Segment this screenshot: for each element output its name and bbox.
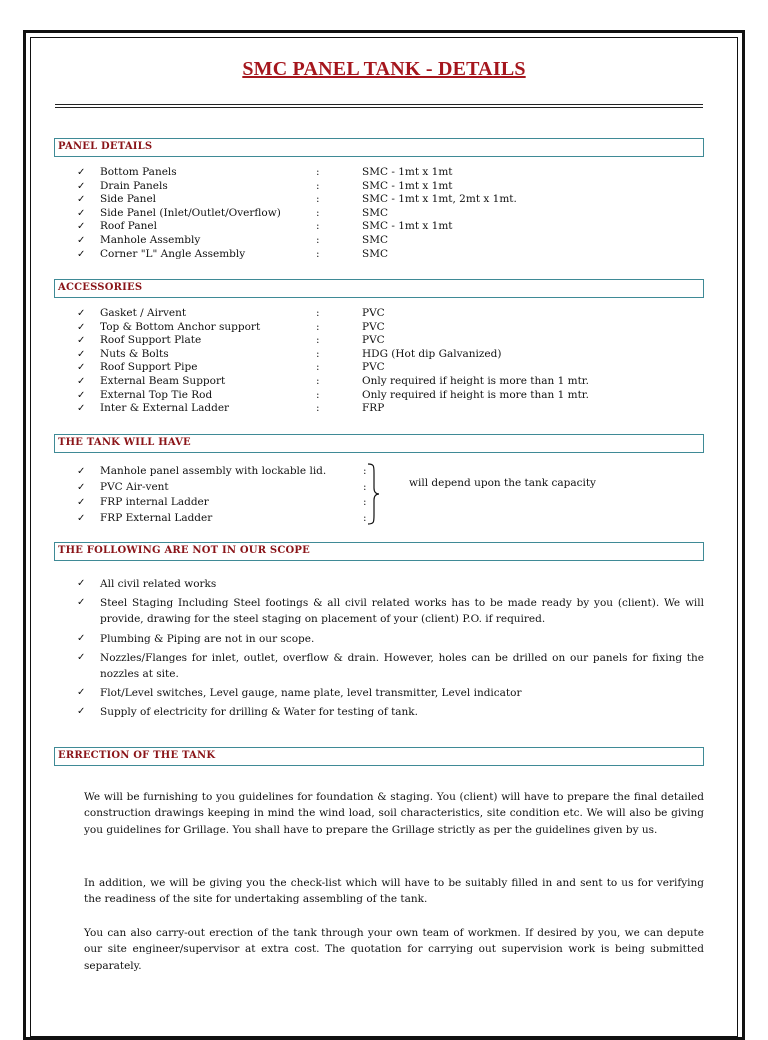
check-mark-icon: ✓ <box>77 194 86 206</box>
list-item <box>77 595 704 627</box>
check-mark-icon: ✓ <box>77 466 86 477</box>
check-mark-icon: ✓ <box>77 481 86 493</box>
check-mark-icon: ✓ <box>77 248 86 260</box>
item-label: External Beam Support <box>100 374 226 387</box>
title-rule-bottom <box>55 107 703 108</box>
item-separator: : <box>316 179 320 192</box>
list-item <box>77 685 704 701</box>
erection-paragraph-3: You can also carry-out erection of the tank through your own team of workmen. If desired by you, we can depute our site engineer/supervisor at extra cost. The quotation for carrying out supervision work is being submitted separately. <box>84 927 704 972</box>
item-label: Nuts & Bolts <box>100 347 169 360</box>
item-label: Manhole panel assembly with lockable lid. <box>100 465 327 477</box>
check-mark-icon: ✓ <box>77 497 86 508</box>
item-value: PVC <box>362 307 385 319</box>
item-value: SMC - 1mt x 1mt, 2mt x 1mt. <box>362 193 517 206</box>
item-value: SMC <box>362 233 388 246</box>
check-mark-icon: ✓ <box>77 308 86 319</box>
item-separator: : <box>316 220 320 233</box>
curly-brace-icon <box>366 463 380 525</box>
list-item <box>77 650 704 682</box>
item-label: Roof Support Plate <box>100 334 202 347</box>
item-label: Side Panel <box>100 193 157 206</box>
item-text: Flot/Level switches, Level gauge, name plate, level transmitter, Level indicator <box>100 687 522 700</box>
item-separator: : <box>316 361 320 374</box>
section-header-accessories <box>54 279 704 298</box>
item-label: Roof Panel <box>100 220 157 233</box>
check-mark-icon: ✓ <box>77 234 86 246</box>
list-item <box>77 576 704 592</box>
item-label: PVC Air-vent <box>100 480 169 493</box>
not-in-scope-list <box>77 576 704 724</box>
check-mark-icon: ✓ <box>77 389 86 401</box>
item-label: Corner "L" Angle Assembly <box>100 247 246 260</box>
item-value: SMC - 1mt x 1mt <box>362 179 453 192</box>
item-separator: : <box>316 193 320 206</box>
item-separator: : <box>316 347 320 360</box>
item-text: All civil related works <box>100 578 217 590</box>
section-title: ACCESSORIES <box>58 282 143 293</box>
section-header-tank-will-have <box>54 434 704 453</box>
check-mark-icon: ✓ <box>77 651 86 663</box>
erection-paragraph-2: In addition, we will be giving you the check-list which will have to be suitably filled in and sent to us for verifying the readiness of the site for undertaking assembling of the tank. <box>84 877 704 906</box>
item-label: FRP internal Ladder <box>100 496 209 508</box>
check-mark-icon: ✓ <box>77 632 86 644</box>
item-separator: : <box>316 402 320 415</box>
check-mark-icon: ✓ <box>77 167 86 178</box>
check-mark-icon: ✓ <box>77 207 86 219</box>
item-value: Only required if height is more than 1 mtr. <box>362 388 589 401</box>
section-header-not-in-scope <box>54 542 704 561</box>
item-separator: : <box>316 388 320 401</box>
section-title: ERRECTION OF THE TANK <box>58 750 216 761</box>
item-label: Bottom Panels <box>100 166 177 178</box>
item-label: Gasket / Airvent <box>100 307 187 319</box>
check-mark-icon: ✓ <box>77 403 86 415</box>
item-text: Plumbing & Piping are not in our scope. <box>100 632 315 645</box>
check-mark-icon: ✓ <box>77 578 86 589</box>
item-separator: : <box>363 480 367 493</box>
erection-paragraph-1: We will be furnishing to you guidelines for foundation & staging. You (client) will have to prepare the final detailed construction drawings keeping in mind the wind load, soil characteristics, site condition etc. We will also be giving you guidelines for Grillage. You shall have to prepare the Grillage strictly as per the guidelines given by us. <box>84 791 704 836</box>
check-mark-icon: ✓ <box>77 221 86 233</box>
item-text: Steel Staging Including Steel footings & all civil related works has to be made ready by you (client). We will provide, drawing for the steel staging on placement of your (client) P.O. if required. <box>100 597 704 626</box>
tank-capacity-note: will depend upon the tank capacity <box>409 477 596 489</box>
item-separator: : <box>316 206 320 219</box>
item-label: Manhole Assembly <box>100 233 201 246</box>
item-value: Only required if height is more than 1 mtr. <box>362 374 589 387</box>
item-text: Nozzles/Flanges for inlet, outlet, overflow & drain. However, holes can be drilled on our panels for fixing the nozzles at site. <box>100 651 704 681</box>
check-mark-icon: ✓ <box>77 706 86 718</box>
title-rule-top <box>55 104 703 105</box>
check-mark-icon: ✓ <box>77 512 86 524</box>
section-title: THE TANK WILL HAVE <box>58 437 191 448</box>
item-separator: : <box>316 233 320 246</box>
item-text: Supply of electricity for drilling & Water for testing of tank. <box>100 706 419 719</box>
item-label: Side Panel (Inlet/Outlet/Overflow) <box>100 206 281 219</box>
item-separator: : <box>316 334 320 347</box>
item-label: FRP External Ladder <box>100 511 213 524</box>
item-label: Roof Support Pipe <box>100 361 198 374</box>
item-separator: : <box>316 374 320 387</box>
list-item <box>77 704 704 720</box>
item-label: Top & Bottom Anchor support <box>100 320 261 333</box>
item-value: FRP <box>362 402 385 415</box>
item-value: PVC <box>362 334 385 347</box>
item-value: SMC <box>362 206 388 219</box>
check-mark-icon: ✓ <box>77 335 86 347</box>
document-title: SMC PANEL TANK - DETAILS <box>242 58 526 80</box>
check-mark-icon: ✓ <box>77 687 86 699</box>
item-label: Drain Panels <box>100 179 168 192</box>
check-mark-icon: ✓ <box>77 375 86 387</box>
item-label: Inter & External Ladder <box>100 402 230 415</box>
check-mark-icon: ✓ <box>77 362 86 374</box>
item-separator: : <box>316 320 320 333</box>
item-separator: : <box>316 166 320 178</box>
item-value: PVC <box>362 361 385 374</box>
item-label: External Top Tie Rod <box>100 388 213 401</box>
item-value: SMC - 1mt x 1mt <box>362 166 453 178</box>
check-mark-icon: ✓ <box>77 321 86 333</box>
item-separator: : <box>316 247 320 260</box>
item-value: HDG (Hot dip Galvanized) <box>362 347 502 360</box>
item-separator: : <box>363 496 367 508</box>
check-mark-icon: ✓ <box>77 180 86 192</box>
item-value: SMC <box>362 247 388 260</box>
list-item <box>77 631 704 647</box>
section-title: PANEL DETAILS <box>58 141 153 152</box>
item-separator: : <box>363 465 367 477</box>
check-mark-icon: ✓ <box>77 348 86 360</box>
item-value: PVC <box>362 320 385 333</box>
section-header-panel-details <box>54 138 704 157</box>
section-header-erection <box>54 747 704 766</box>
item-separator: : <box>316 307 320 319</box>
item-separator: : <box>363 511 367 524</box>
check-mark-icon: ✓ <box>77 597 86 609</box>
item-value: SMC - 1mt x 1mt <box>362 220 453 233</box>
section-title: THE FOLLOWING ARE NOT IN OUR SCOPE <box>58 545 310 556</box>
